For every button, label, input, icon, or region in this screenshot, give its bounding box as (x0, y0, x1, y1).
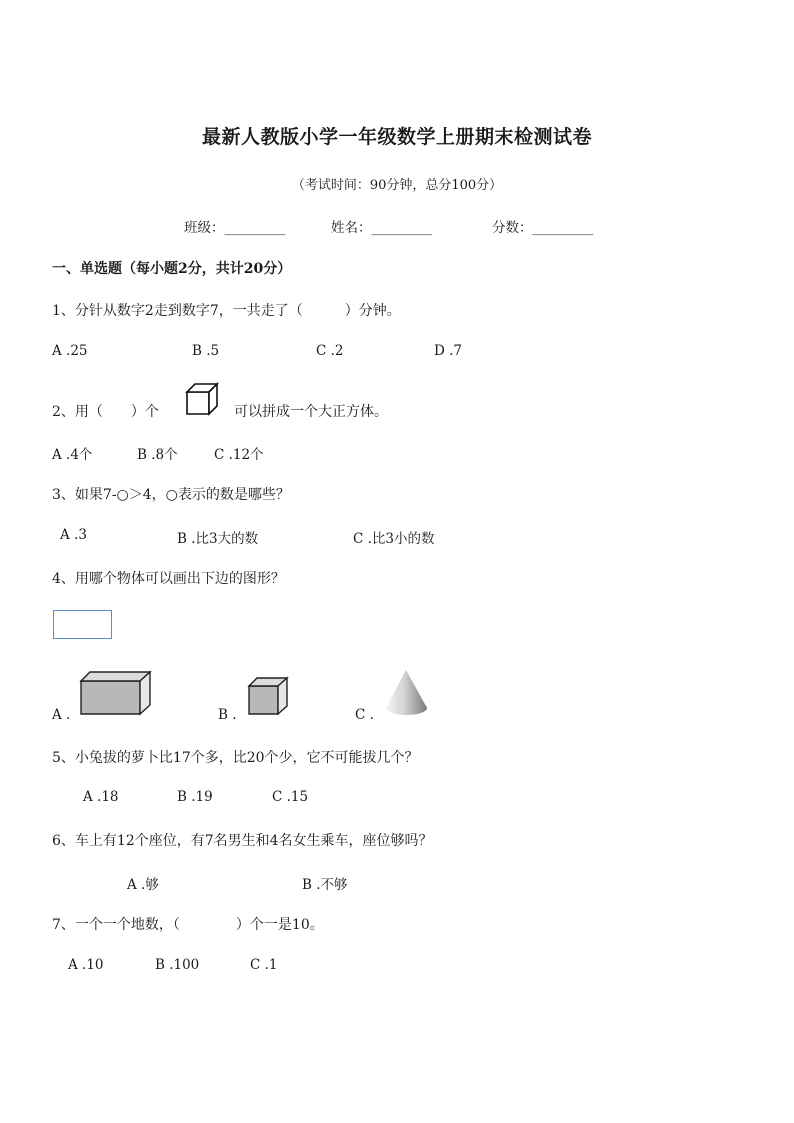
score-field[interactable]: 分数：_________ (492, 220, 594, 236)
q1-option-a[interactable]: A .25 (52, 343, 88, 359)
class-field[interactable]: 班级：_________ (184, 220, 286, 236)
q1-option-d[interactable]: D .7 (434, 343, 462, 359)
q5-option-a[interactable]: A .18 (83, 789, 119, 805)
q7-option-b[interactable]: B .100 (155, 957, 200, 973)
question-5: 5、小兔拔的萝卜比17个多，比20个少，它不可能拔几个？ (52, 750, 419, 766)
q7-option-a[interactable]: A .10 (68, 957, 104, 973)
q1-option-b[interactable]: B .5 (192, 343, 220, 359)
small-cube-icon (185, 382, 219, 416)
q7-option-c[interactable]: C .1 (250, 957, 278, 973)
q5-option-c[interactable]: C .15 (272, 789, 309, 805)
page-title: 最新人教版小学一年级数学上册期末检测试卷 (201, 126, 592, 148)
q5-option-b[interactable]: B .19 (177, 789, 213, 805)
cuboid-icon (79, 670, 153, 716)
q2-option-b[interactable]: B .8个 (137, 447, 178, 463)
q6-option-a[interactable]: A .够 (127, 877, 159, 893)
exam-meta: （考试时间：90分钟，总分100分） (291, 178, 503, 193)
q4-option-c[interactable]: C . (355, 707, 374, 723)
q1-option-c[interactable]: C .2 (316, 343, 344, 359)
question-4: 4、用哪个物体可以画出下边的图形？ (52, 571, 285, 587)
section-heading: 一、单选题（每小题2分，共计20分） (52, 261, 292, 277)
rectangle-outline-figure (53, 610, 112, 639)
q4-option-a[interactable]: A . (52, 707, 71, 723)
question-1: 1、分针从数字2走到数字7，一共走了（ ）分钟。 (52, 303, 401, 319)
q6-option-b[interactable]: B .不够 (302, 877, 348, 893)
question-2-part2: 可以拼成一个大正方体。 (234, 404, 388, 420)
q3-option-b[interactable]: B .比3大的数 (177, 531, 259, 547)
q2-option-c[interactable]: C .12个 (214, 447, 264, 463)
question-7: 7、一个一个地数，（ ）个一是10。 (52, 917, 324, 933)
q3-option-a[interactable]: A .3 (60, 527, 87, 543)
q4-option-b[interactable]: B . (218, 707, 237, 723)
q3-option-c[interactable]: C .比3小的数 (353, 531, 435, 547)
q2-option-a[interactable]: A .4个 (52, 447, 93, 463)
cone-icon (384, 668, 430, 718)
question-2-part1: 2、用（ ）个 (52, 404, 159, 420)
name-field[interactable]: 姓名：_________ (331, 220, 433, 236)
question-3: 3、如果7-○＞4，○表示的数是哪些？ (52, 487, 290, 503)
cube-icon (247, 676, 290, 716)
question-6: 6、车上有12个座位，有7名男生和4名女生乘车，座位够吗？ (52, 833, 433, 849)
